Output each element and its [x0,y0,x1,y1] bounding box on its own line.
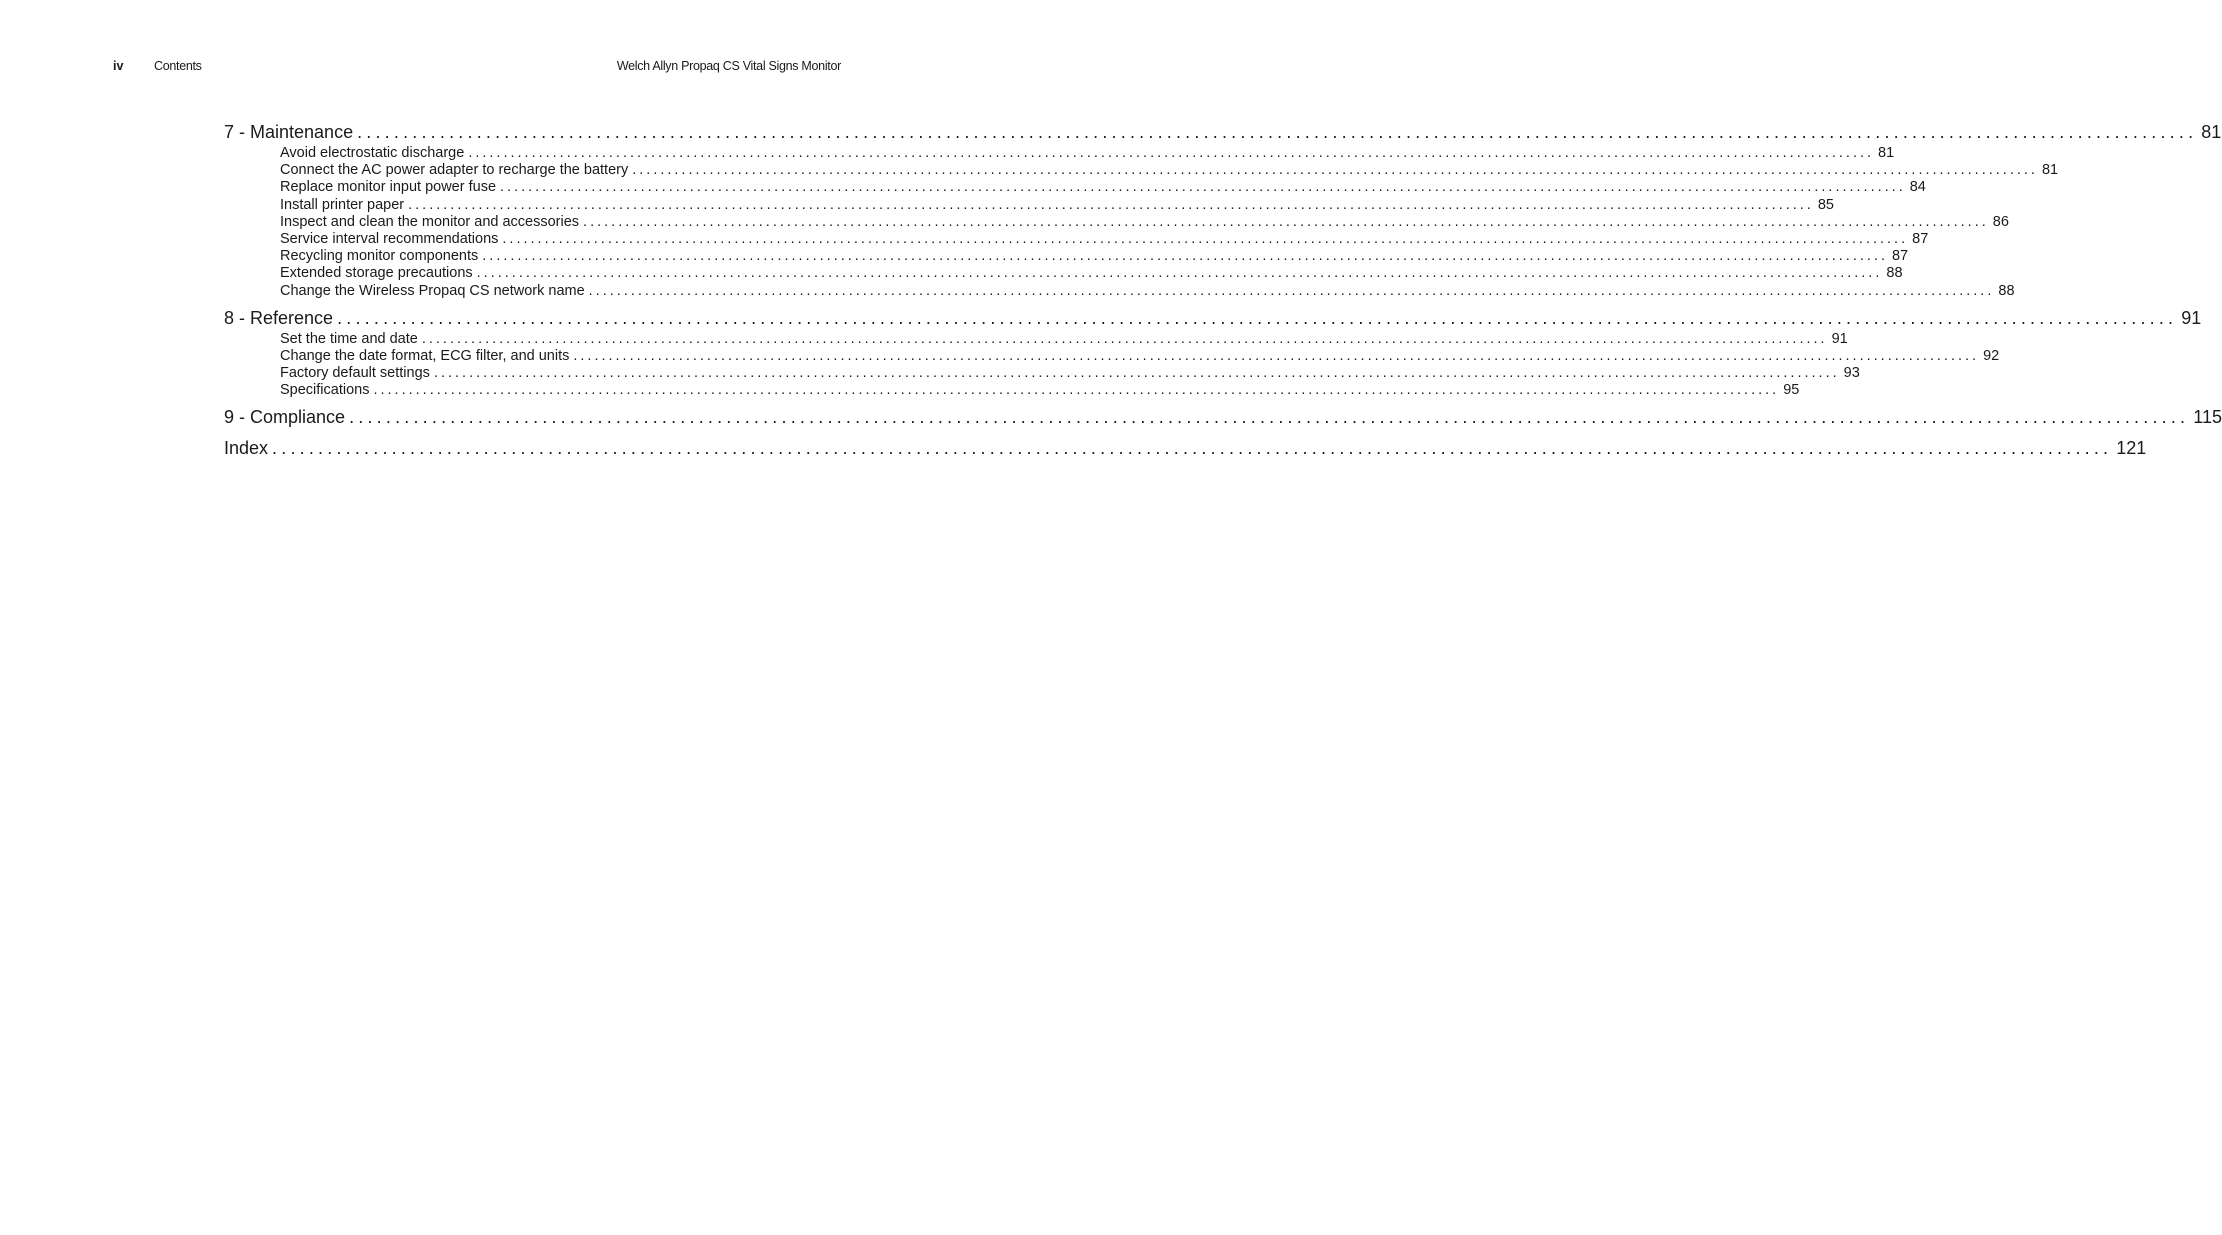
toc-entry[interactable] [280,162,2059,179]
dot-leader: ........................................................................................................................................................................................................ [632,162,2038,179]
toc-chapter-title: Index [224,438,269,459]
dot-leader: ........................................................................................................................................................................................................ [349,407,2190,428]
dot-leader: ........................................................................................................................................................................................................ [357,122,2198,142]
toc-page-number: 95 [1783,382,1800,399]
dot-leader: ........................................................................................................................................................................................................ [272,438,2113,459]
dot-leader: ........................................................................................................................................................................................................ [373,382,1780,399]
toc-entry[interactable] [280,145,1895,162]
page-header [113,59,841,77]
toc-page-number: 87 [1891,248,1909,265]
table-of-contents [224,119,2222,461]
toc-page-number: 93 [1843,365,1860,382]
toc-page-number: 81 [2201,122,2222,142]
toc-entry-title: Set the time and date [280,330,418,347]
dot-leader: ........................................................................................................................................................................................................ [500,179,1906,196]
dot-leader: ........................................................................................................................................................................................................ [408,196,1814,213]
toc-page-number: 88 [1886,265,1903,282]
toc-page-number: 81 [2041,162,2059,179]
toc-chapter-title: 9 - Compliance [224,407,346,428]
toc-page-number: 86 [1992,213,2009,230]
toc-entry-title: Connect the AC power adapter to recharge the battery [280,162,629,179]
toc-page-number: 121 [2116,438,2147,459]
dot-leader: ........................................................................................................................................................................................................ [476,265,1883,282]
dot-leader: ........................................................................................................................................................................................................ [337,307,2178,328]
toc-entry[interactable] [280,196,1834,214]
toc-entry-title: Extended storage precautions [280,265,473,282]
toc-entry[interactable] [280,330,1848,348]
toc-entry-title: Specifications [280,382,370,399]
toc-entry-title: Inspect and clean the monitor and accessories [280,213,580,230]
toc-entry[interactable] [280,213,2009,231]
toc-entry-title: Install printer paper [280,196,405,213]
section-label: Contents [154,59,202,73]
toc-chapter-reference[interactable] [224,305,2202,331]
toc-entry[interactable] [280,347,2000,365]
toc-entry[interactable] [280,265,1903,282]
toc-entry[interactable] [280,365,1860,382]
toc-entries-reference [224,330,2000,400]
toc-page-number: 84 [1909,179,1926,196]
toc-entry[interactable] [280,230,1929,248]
toc-page-number: 92 [1983,347,2000,364]
toc-page-number: 87 [1912,230,1929,247]
page-number: iv [113,59,124,73]
toc-chapter-index[interactable] [224,435,2147,461]
toc-entry[interactable] [280,179,1926,196]
toc-entry-title: Factory default settings [280,365,430,382]
toc-entry[interactable] [280,248,1909,265]
dot-leader: ........................................................................................................................................................................................................ [468,145,1875,161]
toc-entry-title: Avoid electrostatic discharge [280,145,465,161]
toc-chapter-title: 7 - Maintenance [224,122,354,142]
toc-entry[interactable] [280,282,2015,300]
toc-entry-title: Replace monitor input power fuse [280,179,497,196]
toc-entry-title: Recycling monitor components [280,248,479,265]
toc-page-number: 91 [2181,307,2202,328]
dot-leader: ........................................................................................................................................................................................................ [433,365,1840,382]
toc-chapter-maintenance[interactable] [224,119,2222,145]
dot-leader: ........................................................................................................................................................................................................ [421,330,1828,347]
toc-page-number: 91 [1831,330,1848,347]
toc-entry[interactable] [280,382,1800,399]
toc-entry-title: Change the Wireless Propaq CS network name [280,282,585,299]
toc-page-number: 115 [2193,407,2222,428]
dot-leader: ........................................................................................................................................................................................................ [583,213,1989,230]
dot-leader: ........................................................................................................................................................................................................ [482,248,1888,265]
toc-page-number: 81 [1878,145,1895,161]
document-title: Welch Allyn Propaq CS Vital Signs Monitor [616,59,841,73]
dot-leader: ........................................................................................................................................................................................................ [502,230,1909,247]
dot-leader: ........................................................................................................................................................................................................ [588,282,1995,299]
toc-chapter-compliance[interactable] [224,404,2222,430]
toc-page-number: 88 [1998,282,2015,299]
toc-page-number: 85 [1817,196,1834,213]
dot-leader: ........................................................................................................................................................................................................ [573,347,1980,364]
toc-entry-title: Service interval recommendations [280,230,499,247]
toc-entries-maintenance [224,145,2059,300]
toc-entry-title: Change the date format, ECG filter, and units [280,347,570,364]
toc-chapter-title: 8 - Reference [224,307,334,328]
